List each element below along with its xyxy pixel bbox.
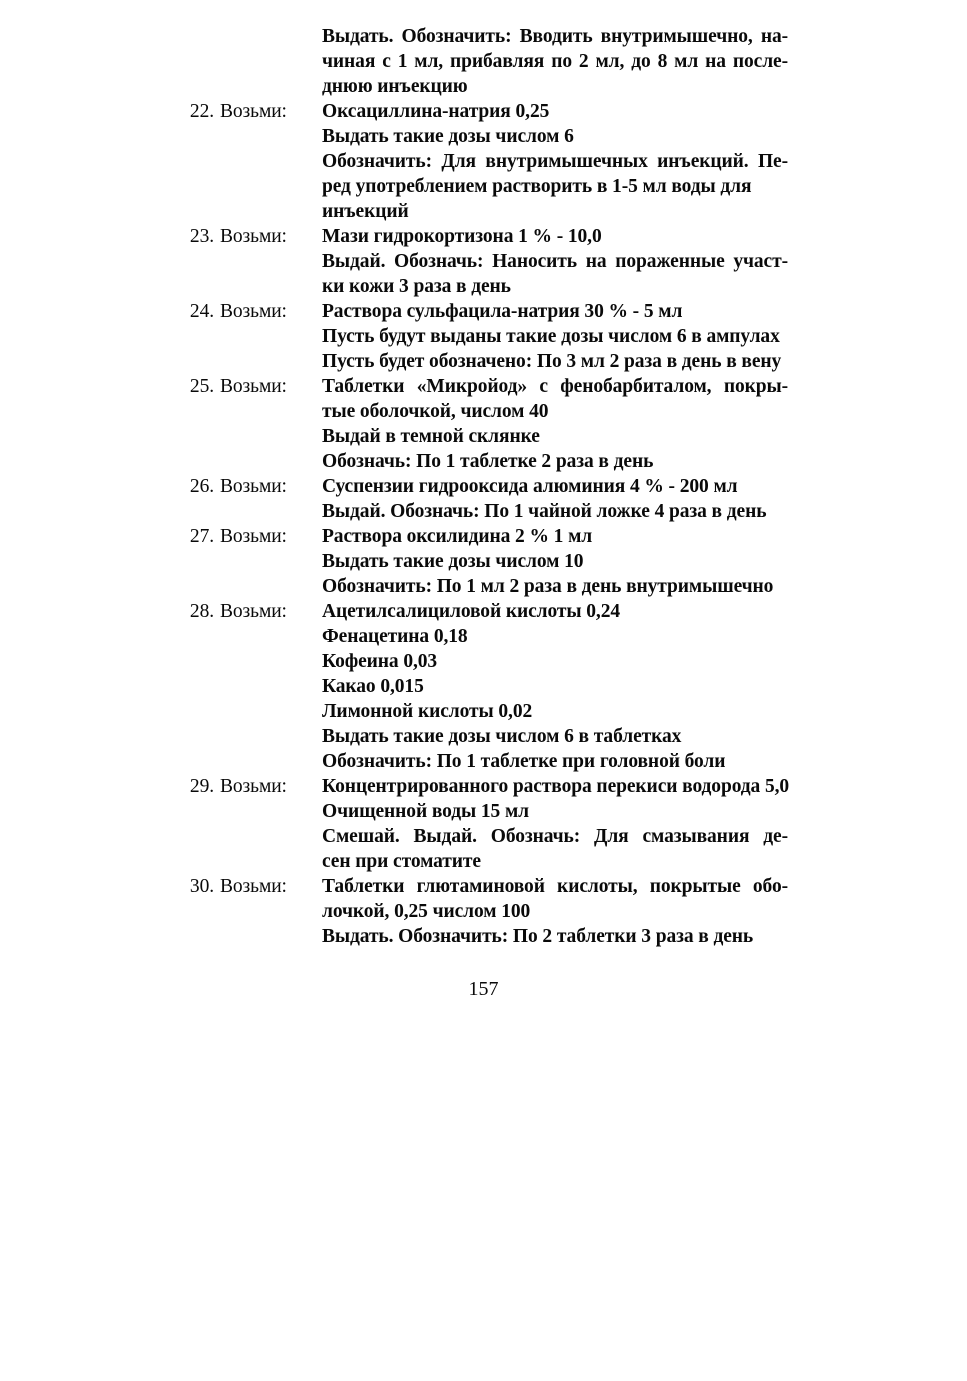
prescription-list (178, 24, 788, 949)
text-line: Выдать такие дозы числом 6 (322, 126, 574, 147)
text-line: Таблетки «Микройод» с фенобарбиталом, покры- (322, 376, 788, 397)
entry-number: 30. (189, 876, 214, 897)
intro-block (178, 24, 788, 99)
entry-lines (322, 774, 788, 874)
text-line: Кофеина 0,03 (322, 651, 438, 672)
text-line: Раствора сульфацила-натрия 30 % - 5 мл (322, 301, 683, 322)
text-line: Выдай. Обозначь: Наносить на пораженные участ- (322, 251, 788, 272)
entry-lines (322, 224, 788, 299)
text-line: Выдай в темной склянке (322, 426, 540, 447)
text-line: днюю инъекцию (322, 76, 468, 97)
entries (178, 99, 788, 949)
entry-number: 23. (189, 226, 214, 247)
entry-verb: Возьми: (220, 226, 287, 247)
prescription-entry (178, 524, 788, 599)
entry-lines (322, 474, 788, 524)
page-number: 157 (468, 978, 499, 1000)
intro-lines (322, 24, 788, 99)
entry-verb: Возьми: (220, 101, 287, 122)
entry-lines (322, 99, 788, 224)
entry-verb: Возьми: (220, 776, 287, 797)
prescription-entry (178, 99, 788, 224)
text-line: Очищенной воды 15 мл (322, 801, 529, 822)
text-line: Суспензии гидрооксида алюминия 4 % - 200 мл (322, 476, 738, 497)
text-line: Обозначить: По 1 таблетке при головной боли (322, 751, 726, 772)
entry-number: 28. (189, 601, 214, 622)
prescription-entry (178, 874, 788, 949)
text-line: Мази гидрокортизона 1 % - 10,0 (322, 226, 602, 247)
prescription-entry (178, 224, 788, 299)
entry-number: 26. (189, 476, 214, 497)
text-line: Какао 0,015 (322, 676, 424, 697)
entry-number: 24. (189, 301, 214, 322)
prescription-entry (178, 299, 788, 374)
entry-lines (322, 599, 788, 774)
text-line: Концентрированного раствора перекиси водорода 5,0 (322, 776, 790, 797)
text-line: Выдать такие дозы числом 6 в таблетках (322, 726, 682, 747)
text-line: Лимонной кислоты 0,02 (322, 701, 533, 722)
text-line: чиная с 1 мл, прибавляя по 2 мл, до 8 мл на после- (322, 51, 788, 72)
prescription-entry (178, 599, 788, 774)
entry-verb: Возьми: (220, 301, 287, 322)
text-line: ред употреблением растворить в 1-5 мл воды для (322, 176, 752, 197)
text-line: Ацетилсалициловой кислоты 0,24 (322, 601, 621, 622)
prescription-entry (178, 774, 788, 874)
text-line: Оксациллина-натрия 0,25 (322, 101, 550, 122)
prescription-entry (178, 474, 788, 524)
text-line: ки кожи 3 раза в день (322, 276, 511, 297)
text-line: Пусть будут выданы такие дозы числом 6 в ампулах (322, 326, 780, 347)
entry-number: 22. (189, 101, 214, 122)
text-line: Обозначить: По 1 мл 2 раза в день внутримышечно (322, 576, 774, 597)
text-line: сен при стоматите (322, 851, 481, 872)
entry-number: 27. (189, 526, 214, 547)
entry-verb: Возьми: (220, 526, 287, 547)
text-line: Таблетки глютаминовой кислоты, покрытые обо- (322, 876, 788, 897)
entry-number: 29. (189, 776, 214, 797)
entry-verb: Возьми: (220, 601, 287, 622)
entry-lines (322, 524, 788, 599)
text-line: инъекций (322, 201, 409, 222)
text-line: Выдать такие дозы числом 10 (322, 551, 584, 572)
text-line: Выдай. Обозначь: По 1 чайной ложке 4 раза в день (322, 501, 767, 522)
entry-verb: Возьми: (220, 876, 287, 897)
text-line: Пусть будет обозначено: По 3 мл 2 раза в день в вену (322, 351, 782, 372)
text-line: Смешай. Выдай. Обозначь: Для смазывания де- (322, 826, 788, 847)
entry-verb: Возьми: (220, 376, 287, 397)
entry-lines (322, 299, 788, 374)
text-line: Раствора оксилидина 2 % 1 мл (322, 526, 593, 547)
text-line: лочкой, 0,25 числом 100 (322, 901, 531, 922)
text-line: Обозначь: По 1 таблетке 2 раза в день (322, 451, 654, 472)
text-line: Выдать. Обозначить: По 2 таблетки 3 раза в день (322, 926, 754, 947)
entry-number: 25. (189, 376, 214, 397)
text-line: Обозначить: Для внутримышечных инъекций. Пе- (322, 151, 788, 172)
text-line: Фенацетина 0,18 (322, 626, 468, 647)
entry-lines (322, 874, 788, 949)
text-line: Выдать. Обозначить: Вводить внутримышечно, на- (322, 26, 788, 47)
text-line: тые оболочкой, числом 40 (322, 401, 549, 422)
prescription-entry (178, 374, 788, 474)
entry-verb: Возьми: (220, 476, 287, 497)
entry-lines (322, 374, 788, 474)
